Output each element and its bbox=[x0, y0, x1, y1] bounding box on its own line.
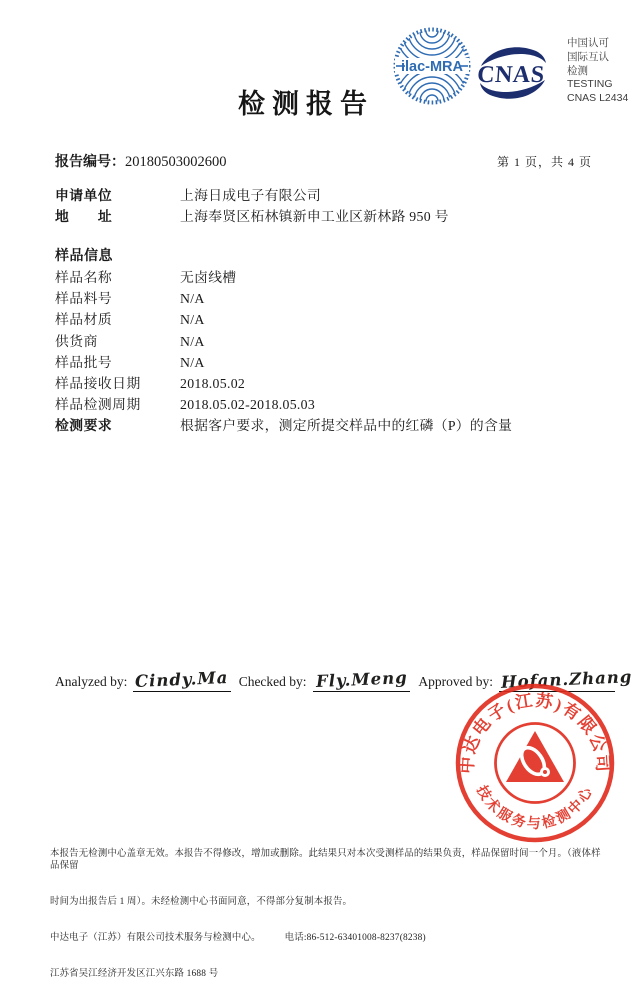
analyzed-signature-line bbox=[133, 667, 230, 692]
stamp-center-name: 技术服务与检测中心 bbox=[473, 783, 597, 832]
report-number-label: 报告编号： bbox=[55, 155, 125, 170]
cnas-icon bbox=[476, 45, 550, 101]
approved-signature: Hofan.Zhang bbox=[500, 667, 633, 692]
delta-triangle-icon bbox=[506, 731, 564, 782]
field-label: 申请单位 bbox=[55, 188, 113, 203]
field-label: 样品料号 bbox=[55, 291, 113, 307]
sample-row-test-requirement bbox=[55, 414, 614, 435]
field-value: 上海奉贤区柘林镇新申工业区新林路 950 号 bbox=[180, 209, 449, 225]
sample-row bbox=[55, 266, 614, 287]
field-value: N/A bbox=[180, 291, 205, 307]
footer-disclaimer bbox=[50, 824, 610, 1004]
sample-section bbox=[55, 266, 614, 436]
applicant-row bbox=[55, 184, 614, 205]
stamp-company-name: 中达电子(江苏)有限公司 bbox=[457, 690, 613, 775]
footer-line: 中达电子（江苏）有限公司技术服务与检测中心。 电话:86-512-63401008-8237(8238) bbox=[50, 933, 426, 943]
applicant-row bbox=[55, 205, 614, 226]
sample-row bbox=[55, 308, 614, 329]
accreditation-line: CNAS L2434 bbox=[567, 92, 629, 105]
field-value: 上海日成电子有限公司 bbox=[180, 188, 321, 203]
accreditation-line: 检测 bbox=[567, 64, 588, 77]
footer-line: 时间为出报告后 1 周）。未经检测中心书面同意，不得部分复制本报告。 bbox=[50, 897, 353, 907]
checked-by-label: Checked by: bbox=[238, 674, 307, 689]
applicant-section bbox=[55, 184, 614, 226]
sample-row bbox=[55, 393, 614, 414]
field-label: 供货商 bbox=[55, 333, 98, 349]
field-label: 样品批号 bbox=[55, 354, 113, 370]
field-value: 根据客户要求，测定所提交样品中的红磷（P）的含量 bbox=[180, 418, 513, 434]
analyzed-by-label: Analyzed by: bbox=[55, 674, 128, 689]
sample-row bbox=[55, 287, 614, 308]
sample-row bbox=[55, 330, 614, 351]
field-label: 样品接收日期 bbox=[55, 375, 141, 391]
field-value: 2018.05.02-2018.05.03 bbox=[180, 397, 316, 413]
cnas-label: CNAS bbox=[476, 62, 546, 88]
field-label: 地 址 bbox=[55, 209, 113, 225]
footer-line: 本报告无检测中心盖章无效。本报告不得修改，增加或删除。此结果只对本次受测样品的结果负责，样品保留时间一个月。（液体样品保留 bbox=[50, 849, 601, 871]
sample-section-title: 样品信息 bbox=[55, 249, 113, 264]
field-label: 样品名称 bbox=[55, 270, 113, 285]
report-number-value: 20180503002600 bbox=[125, 154, 227, 170]
field-label: 样品材质 bbox=[55, 312, 113, 328]
report-meta-row bbox=[55, 151, 592, 171]
checked-signature: Fly.Meng bbox=[315, 668, 408, 691]
sample-row bbox=[55, 372, 614, 393]
field-value: N/A bbox=[180, 333, 205, 349]
report-number bbox=[55, 151, 227, 171]
accreditation-line: TESTING bbox=[567, 78, 613, 91]
field-label: 检测要求 bbox=[55, 418, 113, 434]
ilac-mra-label: ilac-MRA bbox=[400, 59, 464, 75]
field-label: 样品检测周期 bbox=[55, 397, 141, 413]
sample-row bbox=[55, 351, 614, 372]
field-value: 2018.05.02 bbox=[180, 375, 246, 391]
accreditation-line: 国际互认 bbox=[567, 50, 609, 63]
accreditation-line: 中国认可 bbox=[567, 37, 609, 49]
company-stamp bbox=[452, 680, 618, 846]
page-indicator: 第 1 页，共 4 页 bbox=[496, 155, 592, 169]
page-title: 检测报告 bbox=[238, 89, 374, 119]
field-value: N/A bbox=[180, 354, 205, 370]
field-value: N/A bbox=[180, 312, 205, 328]
approved-by-label: Approved by: bbox=[418, 674, 493, 689]
checked-signature-line bbox=[313, 670, 411, 692]
accreditation-caption bbox=[567, 37, 628, 106]
ilac-mra-icon bbox=[393, 27, 471, 105]
analyzed-signature: Cindy.Ma bbox=[134, 667, 230, 692]
footer-line: 江苏省吴江经济开发区江兴东路 1688 号 bbox=[50, 969, 219, 979]
field-value: 无卤线槽 bbox=[180, 270, 237, 285]
accreditation-logos bbox=[390, 25, 634, 115]
